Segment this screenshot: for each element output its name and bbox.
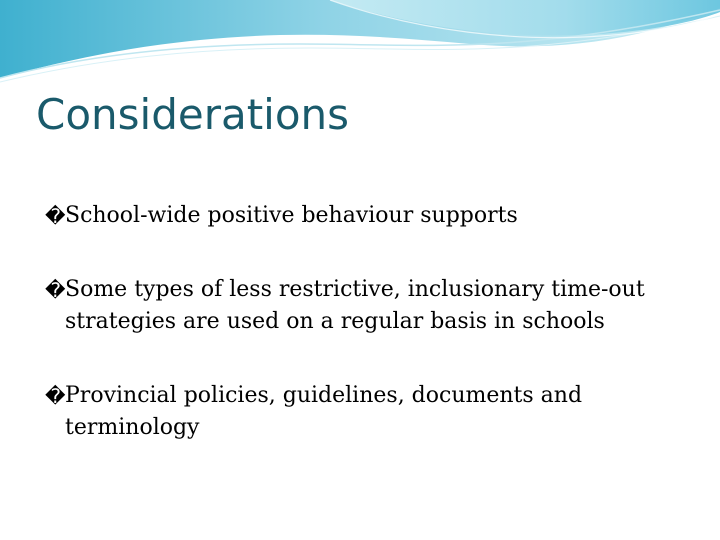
bullet-text: Some types of less restrictive, inclusionary time-out strategies are used on a regular basis in schools — [65, 277, 645, 334]
bullet-icon: � — [45, 384, 66, 408]
bullet-item-1 — [45, 200, 688, 232]
header-wave-decoration — [0, 0, 720, 90]
bullet-item-3 — [45, 380, 688, 444]
slide-title: Considerations — [36, 90, 350, 139]
bullet-item-2 — [45, 274, 688, 338]
bullet-text: Provincial policies, guidelines, documents and terminology — [65, 383, 583, 440]
bullet-list — [45, 200, 688, 486]
bullet-text: School-wide positive behaviour supports — [65, 203, 518, 228]
bullet-icon: � — [45, 278, 66, 302]
bullet-icon: � — [45, 204, 66, 228]
